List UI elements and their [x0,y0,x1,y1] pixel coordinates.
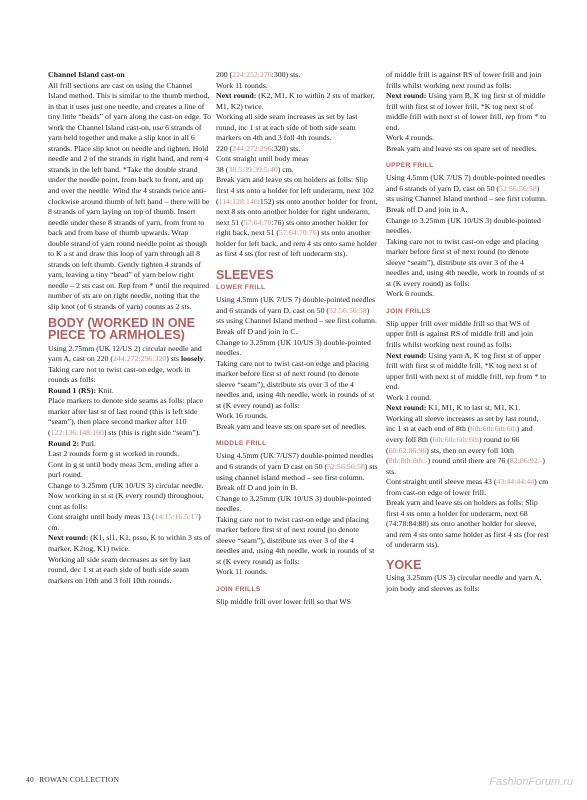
round-instruction: Next round: (K1, sl1, K1, psso, K to within 3 sts of marker, K2tog, K1) twice. [48,533,211,553]
sleeve-instruction: Work 1 round. [386,392,432,402]
body-instruction: Cont straight until body meas [216,154,309,164]
body-instruction: Now working in st st (K every round) throughout, cont as folls: [48,491,204,511]
body-instruction: Cont in g st until body meas 3cm, ending after a purl round. [48,459,199,480]
body-instruction: Using 2.75mm (UK 12/US 2) circular needle and yarn A, cast on 220 (244:272:296:320) sts loosely. [48,343,206,364]
watermark: FashionForum.ru [489,776,573,788]
join-frills-heading: JOIN FRILLS [216,586,261,594]
round-instruction: Next round: Using yarn B, K tog first st of middle frill with first st of lower frill, *K tog next st of middle frill with next st of lower frill, rep from * to end. [386,91,547,132]
sleeve-instruction: Working all sleeve increases as set by last round, inc 1 st at each end of 8th (6th:6th:6th:6th) and every foll 8th (6th:6th:6th:6th) round to 66 (60:62:86:96) sts, then on every foll 10th (8th:8th:8th:-) round until there are 76 (82:86:92:-) sts. [386,413,545,476]
sleeve-instruction: Break yarn and leave sts on spare set of needles. [386,143,537,153]
yoke-instruction: Using 3.25mm (US 3) circular needle and yarn A, join body and sleeves as folls: [386,573,542,594]
upper-frill-heading: UPPER FRILL [386,162,434,170]
sleeve-instruction: Using 4.5mm (UK 7/US7) double-pointed needles and 6 strands of yarn D cast on 50 (52:56:56:58) sts using channel island method – see first column. [216,451,378,482]
sleeve-instruction: Work 4 rounds. [386,133,435,143]
sleeve-instruction: Using 4.5mm (UK 7/US 7) double-pointed needles and 6 strands of yarn D, cast on 50 (52:56:56:58) sts using Channel Island method – see first column. [216,295,377,326]
join-frills-heading: JOIN FRILLS [386,307,431,315]
sleeve-instruction: Cont straight until sleeve meas 43 (43:44:44:44) cm from cast-on edge of lower frill. [386,477,549,497]
sleeve-instruction: Taking care not to twist cast-on edge and placing marker before first st of next round (to denote sleeve “seam”), distribute sts over 3 of the 4 needles and, using 4th needle, work in rounds of st st (K every round) as folls: [216,514,375,566]
sleeve-instruction: Break off D and join in B. [216,483,298,493]
column-2 [216,70,379,608]
round-instruction: Next round: (K2, M1, K to within 2 sts of marker, M1, K2) twice. [216,91,375,111]
sleeve-instruction: Change to 3.25mm (UK 10/US 3) double-pointed needles. [216,337,371,358]
sleeve-instruction: Work 6 rounds. [386,289,435,299]
body-heading: BODY (WORKED IN ONE PIECE TO ARMHOLES) [48,315,195,343]
sleeve-instruction: Change to 3.25mm (UK 10/US 3) double-pointed needles. [386,215,541,236]
page-number: 40 [26,775,34,784]
round-instruction: Round 2: Purl. [48,438,96,448]
column-1 [48,70,211,586]
sleeve-instruction: Work 16 rounds. [216,411,268,421]
body-instruction: 200 (224:252:276:300) sts. [216,70,301,79]
body-instruction: Taking care not to twist cast-on edge, work in rounds as folls: [48,364,191,385]
sleeve-instruction: Slip upper frill over middle frill so that WS of upper frill is against RS of middle frill and join frills whilst working next round as folls: [386,318,534,350]
sleeve-instruction: Using 4.5mm (UK 7/US 7) double-pointed needles and 6 strands of yarn D, cast on 50 (52:56:56:58) sts using Channel Island method – see first column. [386,173,547,204]
sleeve-instruction: Break yarn and leave sts on spare set of needles. [216,421,367,431]
round-instruction: Next round: K1, M1, K to last st, M1, K1. [386,403,521,413]
body-instruction: Working all side seam decreases as set by last round, dec 1 st at each side of both side seam markers on 10th and 3 foll 10th rounds. [48,554,191,585]
lower-frill-heading: LOWER FRILL [216,284,266,292]
cast-on-heading: Channel Island cast-on [48,70,125,79]
body-instruction: 38 (38.5:39:39.5:40) cm. [216,164,294,174]
body-instruction: Last 2 rounds form g st worked in rounds. [48,449,180,459]
body-instruction: Working all side seam increases as set by last round, inc 1 st at each side of both side seam markers on 4th and 3 foll 4th rounds. [216,112,358,143]
body-instruction: Work 11 rounds. [216,80,268,90]
sleeve-instruction: of middle frill is against RS of lower frill and join frills whilst working next round as folls: [386,70,542,90]
sleeve-instruction: Slip middle frill over lower frill so that WS [216,597,351,607]
body-instruction: Break yarn and leave sts on holders as folls: Slip first 4 sts onto a holder for left underarm, next 102 (114:128:140:152) sts onto another holder for front, next 8 sts onto another holder for right underarm, next 51 (57:64:70:76) sts onto another holder for right back, next 51 (57:64:70:76) sts onto another holder for left back, and rem 4 sts onto same holder as first 4 sts (for rest of left underarm sts). [216,175,378,259]
body-instruction: Change to 3.25mm (UK 10/US 3) circular needle. [48,480,204,490]
body-instruction: Cont straight until body meas 13 (14:15:16.5:17) cm. [48,512,201,532]
sleeve-instruction: Taking care not to twist cast-on edge and placing marker before first st of next round (to denote sleeve “seam”), distribute sts over 3 of the 4 needles and, using 4th needle, work in rounds of st st (K every round) as folls: [386,236,545,288]
round-instruction: Next round: Using yarn A, K tog first st of upper frill with first st of middle frill, *K tog next st of upper frill with next st of middle frill, rep from * to end. [386,350,547,392]
cast-on-text: All frill sections are cast on using the Channel Island method. This is similar to the thumb method, in that it uses just one needle, and creates a line of tiny little “beads” of yarn along the cast-on edge. To work the Channel Island cast-on, use 6 strands of yarn held together and make a slip knot in all 6 strands. Place slip knot on needle and tighten. Hold needle and 2 of the strands in right hand, and rem 4 strands in the left hand. *Take the double strand under the needle point, from back to front, and up and over the needle. Wind the 4 strands twice anti-clockwise around thumb of left hand – there will be 8 strands of yarn laying on top of thumb. Insert needle under these 8 strands of yarn, from front to back and from base of thumb upwards. Wrap double strand of yarn round needle point as though to K a st and draw this loop of yarn through all 8 strands on left thumb. Gently tighten 4 strands of yarn, leaving a tiny “bead” of yarn below right needle – 2 sts cast on. Rep from * until the required number of sts are on right needle, noting that the slip knot (of 6 strands of yarn) counts as 2 sts. [48,80,211,312]
sleeves-heading: SLEEVES [216,267,274,282]
body-instruction: 220 (244:272:296:320) sts. [216,143,301,153]
middle-frill-heading: MIDDLE FRILL [216,440,267,448]
round-instruction: Round 1 (RS): Knit. [48,385,114,395]
sleeve-instruction: Change to 3.25mm (UK 10/US 3) double-pointed needles. [216,493,371,514]
yoke-heading: YOKE [386,557,422,572]
sleeve-instruction: Break yarn and leave sts on holders as folls: Slip first 4 sts onto a holder for underarm, next 68 (74:78:84:88) sts onto another holder for sleeve, and rem 4 sts onto same holder as first 4 sts (for rest of underarm sts). [386,498,549,550]
sleeve-instruction: Work 11 rounds. [216,567,268,577]
column-3 [386,70,549,595]
page-footer [26,775,119,784]
body-instruction: Place markers to denote side seams as folls: place marker after last st of last round (this is left side “seam”), then place second marker after 110 (122:136:148:160) sts (this is right side “seam”). [48,396,204,437]
sleeve-instruction: Break off D and join in C. [216,326,298,336]
sleeve-instruction: Taking care not to twist cast-on edge and placing marker before first st of next round (to denote sleeve “seam”), distribute sts over 3 of the 4 needles and, using 4th needle, work in rounds of st st (K every round) as folls: [216,358,375,410]
publication-name: ROWAN COLLECTION [39,775,120,784]
sleeve-instruction: Break off D and join in A. [386,205,468,215]
